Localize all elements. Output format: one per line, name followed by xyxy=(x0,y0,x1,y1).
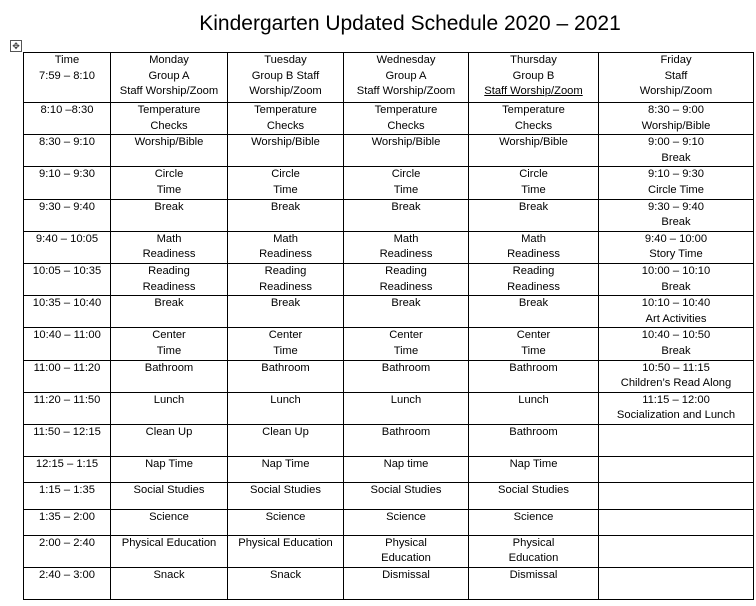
cell-text-line: 11:15 – 12:00 xyxy=(642,393,710,406)
cell-text-line: Thursday xyxy=(510,54,557,66)
cell-time xyxy=(24,424,111,456)
cell-text-line: Worship/Bible xyxy=(641,119,711,132)
cell-monday xyxy=(111,328,228,360)
cell-tuesday xyxy=(228,568,344,600)
cell-time xyxy=(24,199,111,231)
cell-text-line: Readiness xyxy=(379,280,433,293)
cell-text-line: Center xyxy=(516,329,551,342)
cell-monday xyxy=(111,360,228,392)
cell-wednesday xyxy=(344,392,469,424)
schedule-row xyxy=(24,328,754,360)
cell-friday xyxy=(599,456,754,482)
cell-monday xyxy=(111,424,228,456)
cell-text-line: Bathroom xyxy=(144,361,194,374)
cell-monday xyxy=(111,167,228,199)
cell-text-line: Social Studies xyxy=(370,483,442,496)
cell-text-line: Readiness xyxy=(142,248,196,261)
cell-text-line: Time xyxy=(273,344,298,357)
header-cell-tuesday xyxy=(228,53,344,103)
cell-wednesday xyxy=(344,263,469,295)
cell-wednesday xyxy=(344,103,469,135)
schedule-row xyxy=(24,263,754,295)
cell-friday xyxy=(599,568,754,600)
cell-text-line: Circle xyxy=(271,168,300,181)
cell-friday xyxy=(599,509,754,535)
cell-text-line: Time xyxy=(273,183,298,196)
cell-text-line: Social Studies xyxy=(498,483,569,496)
cell-text-line: Break xyxy=(391,297,421,310)
cell-text-line: Temperature xyxy=(374,104,438,116)
cell-friday xyxy=(599,424,754,456)
cell-text-line: Dismissal xyxy=(509,569,558,582)
cell-text-line: 10:00 – 10:10 xyxy=(641,264,711,277)
cell-text-line: Checks xyxy=(514,119,553,132)
cell-text-line: 10:40 – 11:00 xyxy=(33,329,101,342)
cell-wednesday xyxy=(344,482,469,509)
cell-tuesday xyxy=(228,296,344,328)
cell-wednesday xyxy=(344,456,469,482)
cell-text-line: Checks xyxy=(266,119,305,132)
cell-wednesday xyxy=(344,509,469,535)
cell-text-line: Reading xyxy=(512,264,555,277)
cell-text-line: Art Activities xyxy=(645,312,707,325)
cell-thursday xyxy=(469,482,599,509)
cell-text-line: Break xyxy=(518,200,549,213)
cell-text-line: Socialization and Lunch xyxy=(616,409,736,422)
cell-thursday xyxy=(469,424,599,456)
cell-text-line: Worship/Bible xyxy=(251,136,320,149)
cell-text-line: Bathroom xyxy=(381,425,431,438)
cell-text-line: Science xyxy=(513,510,554,523)
cell-friday xyxy=(599,535,754,567)
cell-text-line: Bathroom xyxy=(509,425,558,438)
header-cell-thursday xyxy=(469,53,599,103)
cell-text-line: Circle xyxy=(519,168,548,181)
cell-tuesday xyxy=(228,135,344,167)
cell-friday xyxy=(599,360,754,392)
cell-time xyxy=(24,456,111,482)
document-title: Kindergarten Updated Schedule 2020 – 2021 xyxy=(199,12,621,35)
schedule-row xyxy=(24,167,754,199)
cell-text-line: Lunch xyxy=(518,393,549,406)
cell-tuesday xyxy=(228,456,344,482)
cell-text-line: Monday xyxy=(149,54,189,66)
cell-text-line: Center xyxy=(268,329,303,342)
cell-friday xyxy=(599,135,754,167)
cell-monday xyxy=(111,535,228,567)
cell-text-line: Lunch xyxy=(153,393,185,406)
cell-friday xyxy=(599,296,754,328)
cell-text-line: Dismissal xyxy=(382,569,430,582)
cell-friday xyxy=(599,103,754,135)
cell-tuesday xyxy=(228,509,344,535)
cell-wednesday xyxy=(344,535,469,567)
cell-thursday xyxy=(469,296,599,328)
schedule-body xyxy=(24,53,754,600)
cell-wednesday xyxy=(344,231,469,263)
cell-text-line: Snack xyxy=(269,569,302,582)
cell-text-line: 9:40 – 10:00 xyxy=(644,232,708,245)
cell-text-line: Circle Time xyxy=(648,183,704,196)
cell-text-line: Math xyxy=(156,232,182,245)
table-move-handle-icon[interactable]: ✥ xyxy=(10,40,22,52)
cell-time xyxy=(24,509,111,535)
cell-text-line: 7:59 – 8:10 xyxy=(39,69,95,82)
cell-text-line: Tuesday xyxy=(264,54,307,66)
schedule-row xyxy=(24,456,754,482)
cell-tuesday xyxy=(228,167,344,199)
cell-text-line: Time xyxy=(156,183,182,196)
cell-text-line: Math xyxy=(273,232,298,245)
cell-time xyxy=(24,103,111,135)
cell-text-line: Readiness xyxy=(259,248,312,261)
cell-text-line: Break xyxy=(154,297,184,310)
cell-text-line: Snack xyxy=(153,569,185,582)
cell-text-line: 9:00 – 9:10 xyxy=(648,136,704,149)
cell-text-line: Worship/Bible xyxy=(499,136,568,149)
cell-text-line: 8:30 – 9:10 xyxy=(39,136,95,149)
cell-text-line: Time xyxy=(393,183,419,196)
cell-text-line: 9:30 – 9:40 xyxy=(39,200,95,213)
cell-text-line: Physical Education xyxy=(121,536,217,549)
cell-text-line: Story Time xyxy=(649,248,703,261)
cell-text-line: Social Studies xyxy=(133,483,205,496)
cell-text-line: Group B xyxy=(512,69,555,82)
cell-text-line: 8:30 – 9:00 xyxy=(648,104,704,116)
cell-friday xyxy=(599,167,754,199)
cell-text-line: Readiness xyxy=(507,280,560,293)
cell-text-line: Science xyxy=(265,510,306,523)
cell-text-line: Break xyxy=(270,200,301,213)
cell-text-line: Bathroom xyxy=(381,361,431,374)
cell-text-line: Circle xyxy=(154,168,184,181)
cell-tuesday xyxy=(228,360,344,392)
schedule-row xyxy=(24,509,754,535)
cell-time xyxy=(24,568,111,600)
cell-text-line: Time xyxy=(54,54,80,66)
schedule-row xyxy=(24,392,754,424)
cell-text-line: 10:50 – 11:15 xyxy=(642,361,710,374)
cell-wednesday xyxy=(344,199,469,231)
cell-text-line: Clean Up xyxy=(262,425,309,438)
cell-text-line: Math xyxy=(521,232,546,245)
cell-text-line: Lunch xyxy=(270,393,301,406)
cell-tuesday xyxy=(228,103,344,135)
cell-text-line: Readiness xyxy=(379,248,433,261)
schedule-row xyxy=(24,199,754,231)
cell-monday xyxy=(111,456,228,482)
cell-text-line: Staff Worship/Zoom xyxy=(356,85,456,98)
cell-text-line: Worship/Zoom xyxy=(639,85,713,98)
cell-text-line: Temperature xyxy=(254,104,317,116)
cell-text-line: Staff Worship/Zoom xyxy=(484,85,583,98)
schedule-row xyxy=(24,424,754,456)
cell-text-line: Break xyxy=(518,297,549,310)
cell-time xyxy=(24,392,111,424)
header-cell-time xyxy=(24,53,111,103)
cell-text-line: Temperature xyxy=(502,104,565,116)
cell-monday xyxy=(111,103,228,135)
cell-text-line: Time xyxy=(393,344,419,357)
cell-time xyxy=(24,296,111,328)
cell-time xyxy=(24,482,111,509)
cell-friday xyxy=(599,328,754,360)
cell-text-line: 10:05 – 10:35 xyxy=(32,264,102,277)
cell-tuesday xyxy=(228,263,344,295)
cell-text-line: 10:35 – 10:40 xyxy=(32,297,102,310)
cell-text-line: 2:00 – 2:40 xyxy=(39,536,95,549)
cell-text-line: Checks xyxy=(387,119,425,132)
cell-text-line: 10:40 – 10:50 xyxy=(641,329,711,342)
cell-friday xyxy=(599,392,754,424)
schedule-row xyxy=(24,103,754,135)
cell-text-line: Social Studies xyxy=(250,483,321,496)
cell-thursday xyxy=(469,392,599,424)
cell-text-line: Nap Time xyxy=(509,457,558,470)
cell-text-line: Reading xyxy=(385,264,427,277)
cell-tuesday xyxy=(228,328,344,360)
cell-monday xyxy=(111,568,228,600)
cell-time xyxy=(24,135,111,167)
schedule-row xyxy=(24,568,754,600)
header-cell-friday xyxy=(599,53,754,103)
cell-monday xyxy=(111,199,228,231)
cell-text-line: Break xyxy=(154,200,184,213)
cell-tuesday xyxy=(228,535,344,567)
cell-monday xyxy=(111,135,228,167)
cell-text-line: Physical xyxy=(512,536,555,549)
cell-text-line: 1:15 – 1:35 xyxy=(39,483,95,496)
schedule-row xyxy=(24,482,754,509)
cell-text-line: 11:50 – 12:15 xyxy=(33,425,101,438)
cell-text-line: 9:40 – 10:05 xyxy=(35,232,99,245)
schedule-row xyxy=(24,360,754,392)
cell-time xyxy=(24,231,111,263)
cell-text-line: Bathroom xyxy=(261,361,310,374)
cell-text-line: Physical Education xyxy=(238,536,333,549)
cell-text-line: 9:30 – 9:40 xyxy=(648,200,704,213)
cell-thursday xyxy=(469,360,599,392)
cell-thursday xyxy=(469,328,599,360)
cell-text-line: 10:10 – 10:40 xyxy=(641,297,711,310)
cell-text-line: Center xyxy=(389,329,423,342)
cell-wednesday xyxy=(344,360,469,392)
cell-text-line: Worship/Bible xyxy=(134,136,204,149)
cell-text-line: Break xyxy=(391,200,421,213)
cell-thursday xyxy=(469,103,599,135)
cell-friday xyxy=(599,263,754,295)
cell-text-line: Time xyxy=(521,183,546,196)
cell-text-line: Science xyxy=(386,510,426,523)
cell-text-line: Education xyxy=(508,552,559,565)
cell-text-line: Time xyxy=(521,344,546,357)
cell-friday xyxy=(599,482,754,509)
cell-monday xyxy=(111,509,228,535)
cell-tuesday xyxy=(228,482,344,509)
cell-wednesday xyxy=(344,424,469,456)
cell-text-line: Physical xyxy=(385,536,427,549)
cell-text-line: Worship/Bible xyxy=(371,136,441,149)
cell-text-line: 8:10 –8:30 xyxy=(40,104,94,116)
cell-tuesday xyxy=(228,424,344,456)
cell-time xyxy=(24,360,111,392)
cell-time xyxy=(24,167,111,199)
schedule-row xyxy=(24,535,754,567)
schedule-row xyxy=(24,135,754,167)
cell-text-line: Center xyxy=(152,329,186,342)
cell-text-line: Readiness xyxy=(142,280,196,293)
cell-thursday xyxy=(469,456,599,482)
cell-time xyxy=(24,535,111,567)
cell-text-line: Worship/Zoom xyxy=(249,85,322,98)
cell-monday xyxy=(111,392,228,424)
cell-thursday xyxy=(469,509,599,535)
cell-text-line: Group A xyxy=(148,69,190,82)
cell-thursday xyxy=(469,199,599,231)
cell-text-line: Group A xyxy=(385,69,427,82)
cell-text-line: Nap Time xyxy=(261,457,310,470)
cell-text-line: 9:10 – 9:30 xyxy=(39,168,95,181)
cell-text-line: Readiness xyxy=(259,280,312,293)
cell-text-line: 9:10 – 9:30 xyxy=(648,168,704,181)
cell-text-line: Break xyxy=(661,280,691,293)
header-cell-wednesday xyxy=(344,53,469,103)
cell-time xyxy=(24,328,111,360)
cell-text-line: 1:35 – 2:00 xyxy=(39,510,95,523)
cell-text-line: 12:15 – 1:15 xyxy=(35,457,99,470)
cell-text-line: Readiness xyxy=(507,248,560,261)
cell-text-line: Bathroom xyxy=(509,361,558,374)
cell-text-line: Reading xyxy=(148,264,190,277)
cell-tuesday xyxy=(228,231,344,263)
cell-wednesday xyxy=(344,328,469,360)
cell-text-line: Clean Up xyxy=(145,425,193,438)
cell-text-line: Wednesday xyxy=(376,54,436,66)
cell-time xyxy=(24,263,111,295)
cell-wednesday xyxy=(344,296,469,328)
cell-thursday xyxy=(469,135,599,167)
cell-thursday xyxy=(469,535,599,567)
cell-thursday xyxy=(469,263,599,295)
cell-text-line: Temperature xyxy=(137,104,201,116)
cell-text-line: Staff Worship/Zoom xyxy=(119,85,219,98)
cell-text-line: Friday xyxy=(660,54,692,66)
cell-thursday xyxy=(469,167,599,199)
cell-friday xyxy=(599,231,754,263)
header-cell-monday xyxy=(111,53,228,103)
cell-text-line: Break xyxy=(661,216,691,229)
cell-text-line: Time xyxy=(156,344,182,357)
schedule-row xyxy=(24,296,754,328)
cell-text-line: 11:00 – 11:20 xyxy=(33,361,101,374)
cell-text-line: Checks xyxy=(150,119,188,132)
cell-text-line: Math xyxy=(393,232,419,245)
cell-monday xyxy=(111,263,228,295)
cell-text-line: Lunch xyxy=(390,393,422,406)
cell-text-line: 11:20 – 11:50 xyxy=(33,393,101,406)
cell-tuesday xyxy=(228,199,344,231)
cell-thursday xyxy=(469,568,599,600)
cell-text-line: Staff xyxy=(664,69,688,82)
cell-text-line: Reading xyxy=(264,264,307,277)
cell-text-line: Education xyxy=(381,552,431,565)
cell-wednesday xyxy=(344,568,469,600)
schedule-row xyxy=(24,231,754,263)
cell-text-line: Break xyxy=(661,344,691,357)
cell-text-line: Nap Time xyxy=(145,457,193,470)
cell-text-line: Nap time xyxy=(383,457,429,470)
cell-monday xyxy=(111,296,228,328)
cell-wednesday xyxy=(344,135,469,167)
cell-text-line: Break xyxy=(661,151,691,164)
cell-tuesday xyxy=(228,392,344,424)
cell-text-line: Children’s Read Along xyxy=(620,377,732,390)
cell-text-line: Break xyxy=(270,297,301,310)
cell-text-line: Circle xyxy=(391,168,421,181)
cell-monday xyxy=(111,231,228,263)
cell-thursday xyxy=(469,231,599,263)
schedule-table xyxy=(23,52,754,600)
cell-text-line: 2:40 – 3:00 xyxy=(39,569,95,582)
cell-wednesday xyxy=(344,167,469,199)
cell-monday xyxy=(111,482,228,509)
cell-friday xyxy=(599,199,754,231)
header-row xyxy=(24,53,754,103)
cell-text-line: Science xyxy=(149,510,189,523)
cell-text-line: Group B Staff xyxy=(251,69,320,82)
